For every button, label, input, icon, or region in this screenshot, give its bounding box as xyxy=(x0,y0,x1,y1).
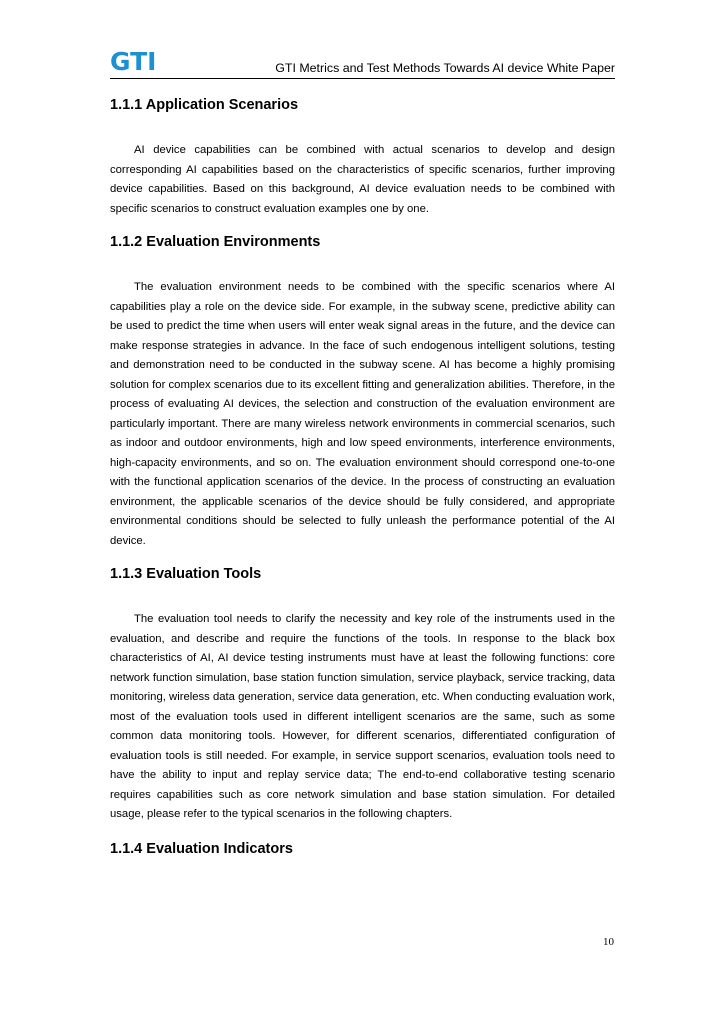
section-paragraph-application-scenarios: AI device capabilities can be combined with actual scenarios to develop and design corresponding AI capabilities based on the characteristics of specific scenarios, further improving device capabilities. Based on this background, AI device evaluation needs to be combined with specific scenarios to construct evaluation examples one by one. xyxy=(110,144,615,215)
section-paragraph-evaluation-environments: The evaluation environment needs to be combined with the specific scenarios where AI capabilities play a role on the device side. For example, in the subway scene, predictive ability can be used to predict the time when users will enter weak signal areas in the future, and the device can make response strategies in advance. In the face of such endogenous intelligent solutions, testing and demonstration need to be conducted in the subway scene. AI has become a highly promising solution for complex scenarios due to its excellent fitting and generalization abilities. Therefore, in the process of evaluating AI devices, the selection and construction of the evaluation environment are particularly important. There are many wireless network environments in commercial scenarios, such as indoor and outdoor environments, high and low speed environments, interference environments, high-capacity environments, and so on. The evaluation environment should correspond one-to-one with the functional application scenarios of the device. In the process of constructing an evaluation environment, the applicable scenarios of the device should be fully considered, and appropriate environmental conditions should be selected to fully unleash the performance potential of the AI device. xyxy=(110,281,615,547)
section-heading-evaluation-environments: 1.1.2 Evaluation Environments xyxy=(110,234,321,250)
page-header xyxy=(110,48,615,79)
section-paragraph-evaluation-tools: The evaluation tool needs to clarify the necessity and key role of the instruments used in the evaluation, and describe and require the functions of the tools. In response to the black box characteristics of AI, AI device testing instruments must have at least the following functions: core network function simulation, base station function simulation, service playback, service tracking, data monitoring, wireless data generation, service data generation, etc. When conducting evaluation work, most of the evaluation tools used in different intelligent scenarios are the same, such as some common data monitoring tools. However, for different scenarios, differentiated configuration of evaluation tools is still needed. For example, in service support scenarios, evaluation tools need to have the ability to input and replay service data; The end-to-end collaborative testing scenario requires capabilities such as core network simulation and base station simulation. For detailed usage, please refer to the typical scenarios in the following chapters. xyxy=(110,613,615,820)
header-title: GTI Metrics and Test Methods Towards AI device White Paper xyxy=(275,61,615,75)
gti-logo: GTI xyxy=(110,47,157,76)
section-heading-evaluation-tools: 1.1.3 Evaluation Tools xyxy=(110,566,262,582)
page-number: 10 xyxy=(603,936,614,948)
section-heading-evaluation-indicators: 1.1.4 Evaluation Indicators xyxy=(110,840,293,857)
document-body xyxy=(110,95,615,859)
section-heading-application-scenarios: 1.1.1 Application Scenarios xyxy=(110,97,299,113)
